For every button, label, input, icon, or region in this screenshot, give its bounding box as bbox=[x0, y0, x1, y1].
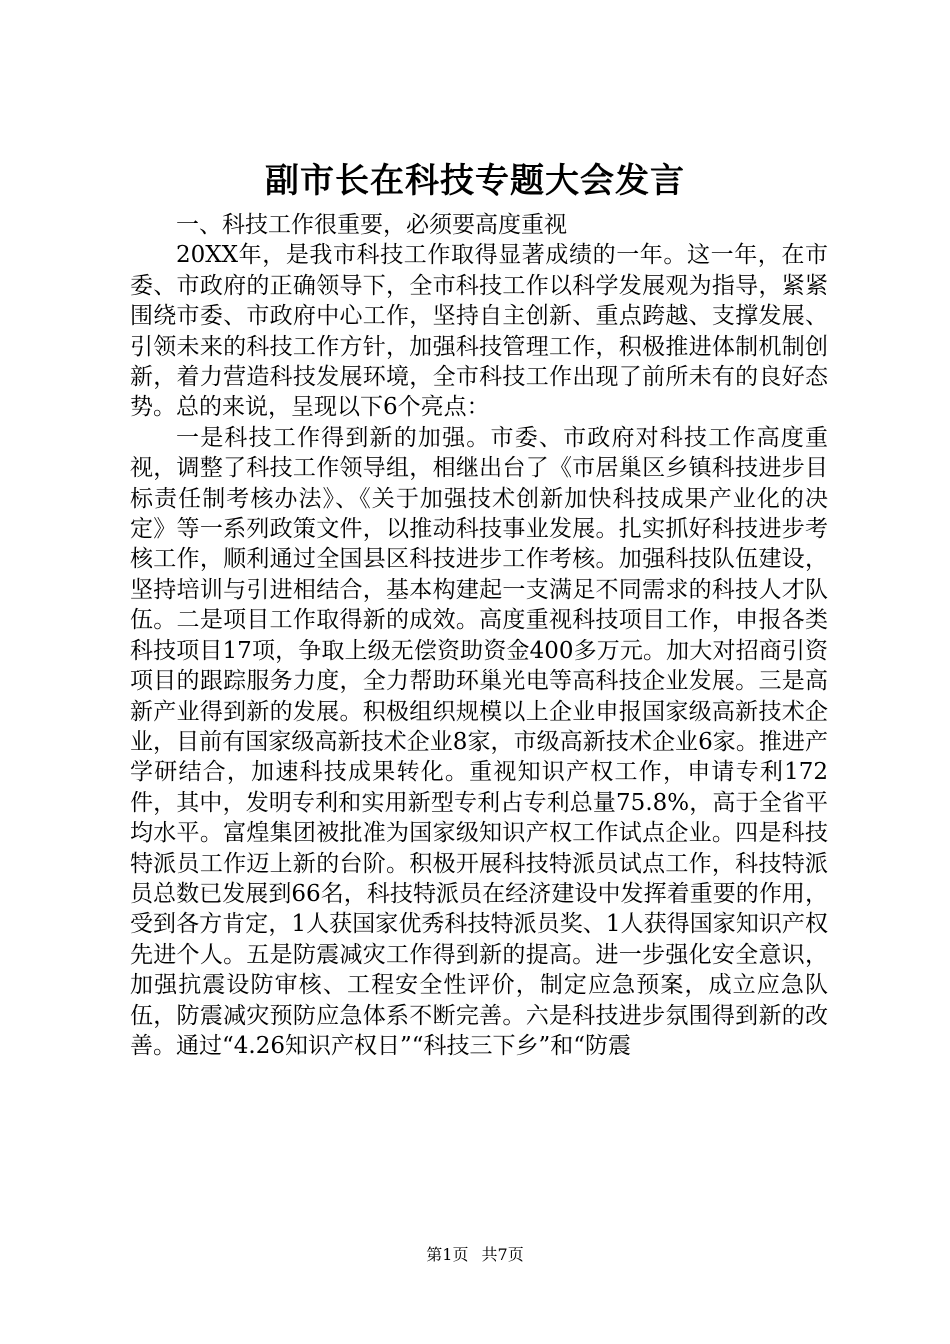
page-number-current: 第1页 bbox=[426, 1245, 469, 1264]
document-body bbox=[130, 210, 828, 1061]
section-heading: 一、科技工作很重要，必须要高度重视 bbox=[176, 212, 567, 238]
page-number-total: 共7页 bbox=[481, 1245, 524, 1264]
paragraph-highlights: 一是科技工作得到新的加强。市委、市政府对科技工作高度重视，调整了科技工作领导组，相继出台了《市居巢区乡镇科技进步目标责任制考核办法》、《关于加强技术创新加快科技成果产业化的决定》等一系列政策文件，以推动科技事业发展。扎实抓好科技进步考核工作，顺利通过全国县区科技进步工作考核。加强科技队伍建设，坚持培训与引进相结合，基本构建起一支满足不同需求的科技人才队伍。二是项目工作取得新的成效。高度重视科技项目工作，申报各类科技项目17项，争取上级无偿资助资金400多万元。加大对招商引资项目的跟踪服务力度，全力帮助环巢光电等高科技企业发展。三是高新产业得到新的发展。积极组织规模以上企业申报国家级高新技术企业，目前有国家级高新技术企业8家，市级高新技术企业6家。推进产学研结合，加速科技成果转化。重视知识产权工作，申请专利172件，其中，发明专利和实用新型专利占专利总量75.8%，高于全省平均水平。富煌集团被批准为国家级知识产权工作试点企业。四是科技特派员工作迈上新的台阶。积极开展科技特派员试点工作，科技特派员总数已发展到66名，科技特派员在经济建设中发挥着重要的作用，受到各方肯定，1人获国家优秀科技特派员奖、1人获得国家知识产权先进个人。五是防震减灾工作得到新的提高。进一步强化安全意识，加强抗震设防审核、工程安全性评价，制定应急预案，成立应急队伍，防震减灾预防应急体系不断完善。六是科技进步氛围得到新的改善。通过“4.26知识产权日”“科技三下乡”和“防震 bbox=[130, 424, 828, 1059]
page-title: 副市长在科技专题大会发言 bbox=[265, 161, 685, 201]
page-footer bbox=[0, 1244, 950, 1266]
paragraph-intro: 20XX年，是我市科技工作取得显著成绩的一年。这一年，在市委、市政府的正确领导下，全市科技工作以科学发展观为指导，紧紧围绕市委、市政府中心工作，坚持自主创新、重点跨越、支撑发展、引领未来的科技工作方针，加强科技管理工作，积极推进体制机制创新，着力营造科技发展环境，全市科技工作出现了前所未有的良好态势。总的来说，呈现以下6个亮点： bbox=[130, 242, 828, 421]
